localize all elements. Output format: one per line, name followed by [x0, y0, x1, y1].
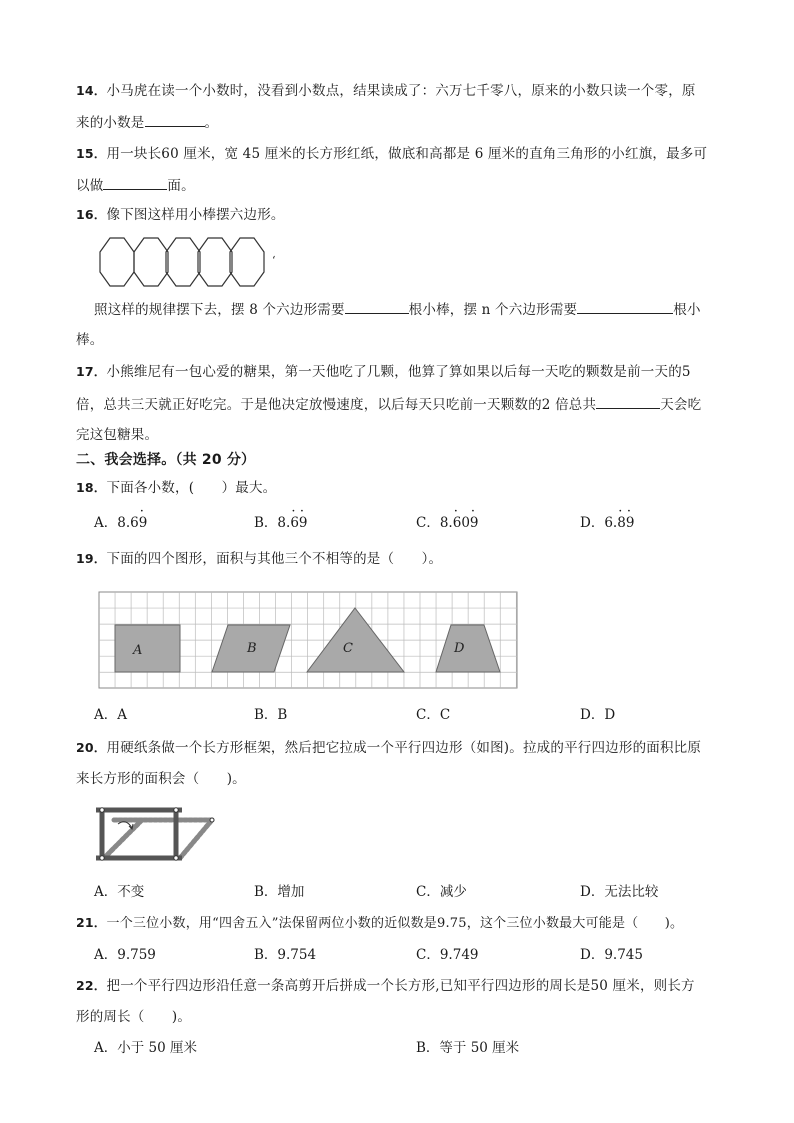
- question-15-line-2: [76, 175, 195, 196]
- question-14-line-1: [76, 81, 696, 101]
- option-a[interactable]: A．A: [94, 707, 127, 723]
- answer-blank[interactable]: [596, 394, 660, 409]
- hexagon: [166, 238, 200, 286]
- question-text: 下面各小数，( ）最大。: [106, 480, 277, 496]
- frame-figure: [92, 802, 222, 864]
- option-b[interactable]: B．增加: [254, 884, 305, 900]
- shape-grid-figure: [98, 591, 520, 689]
- option-d[interactable]: D．D: [580, 707, 616, 723]
- question-number: 19．: [76, 551, 107, 566]
- repeating-dot-digit: · 9: [626, 513, 635, 533]
- option-b[interactable]: B．8.· 6· 9: [254, 513, 308, 533]
- shape-label: D: [454, 641, 465, 656]
- repeating-dot-digit: · 9: [470, 513, 479, 533]
- question-17-line-3: 完这包糖果。: [76, 427, 159, 443]
- hexagon: [100, 238, 134, 286]
- answer-blank[interactable]: [145, 112, 205, 127]
- stray-mark: ‘: [272, 254, 276, 267]
- question-text: 天会吃: [660, 397, 702, 413]
- question-number: 16．: [76, 207, 107, 222]
- repeating-dot-digit: · 9: [139, 513, 148, 533]
- question-text: 下面的四个图形，面积与其他三个不相等的是（ ）。: [106, 551, 443, 567]
- option-d[interactable]: D．6.· 8· 9: [580, 513, 634, 533]
- question-text: 像下图这样用小棒摆六边形。: [106, 207, 285, 223]
- question-text: 把一个平行四边形沿任意一条高剪开后拼成一个长方形,已知平行四边形的周长是50 厘米，则长方: [106, 978, 695, 994]
- question-text: 用硬纸条做一个长方形框架，然后把它拉成一个平行四边形（如图)。拉成的平行四边形的面积比原: [106, 740, 702, 756]
- hexagon: [198, 238, 232, 286]
- repeating-dot-digit: · 8: [617, 513, 626, 533]
- hexagon: [230, 238, 264, 286]
- option-d[interactable]: D．无法比较: [580, 884, 659, 900]
- option-c[interactable]: C．C: [416, 707, 451, 723]
- question-14-line-2: [76, 112, 218, 133]
- hexagon: [134, 238, 168, 286]
- option-a[interactable]: A．不变: [94, 884, 145, 900]
- question-text: 小马虎在读一个小数时，没看到小数点，结果读成了：六万七千零八，原来的小数只读一个零，原: [106, 83, 696, 99]
- question-text: 用一块长60 厘米，宽 45 厘米的长方形红纸，做底和高都是 6 厘米的直角三角形的小红旗，最多可: [106, 146, 708, 162]
- hexagon-stick-figure: [98, 236, 268, 288]
- repeating-dot-digit: · 6: [453, 513, 462, 533]
- question-text: 根小棒，摆 n 个六边形需要: [408, 302, 578, 318]
- question-text: 倍，总共三天就正好吃完。于是他决定放慢速度，以后每天只吃前一天颗数的2 倍总共: [76, 397, 597, 413]
- question-21: [76, 913, 683, 934]
- section-title: 二、我会选择。（共 20 分）: [76, 452, 256, 468]
- question-number: 21．: [76, 915, 107, 930]
- option-a[interactable]: A．小于 50 厘米: [94, 1040, 198, 1056]
- question-text: 根小: [673, 302, 701, 318]
- shape-label: C: [343, 641, 353, 656]
- option-b[interactable]: B．9.754: [254, 947, 317, 963]
- shape-label: A: [133, 643, 143, 658]
- answer-blank[interactable]: [103, 175, 167, 190]
- shape-label: B: [247, 641, 257, 656]
- option-a[interactable]: A．9.759: [94, 947, 156, 963]
- option-b[interactable]: B．等于 50 厘米: [416, 1040, 520, 1056]
- repeating-dot-digit: · 6: [290, 513, 299, 533]
- question-number: 15．: [76, 146, 107, 161]
- parallelogram-frame: [104, 820, 212, 858]
- question-text: 小熊维尼有一包心爱的糖果，第一天他吃了几颗，他算了算如果以后每一天吃的颗数是前一天的5: [106, 364, 691, 380]
- repeating-dot-digit: · 9: [299, 513, 308, 533]
- question-number: 22．: [76, 978, 107, 993]
- question-text: 来的小数是: [76, 115, 145, 131]
- question-16-line-3: 棒。: [76, 332, 104, 348]
- option-d[interactable]: D．9.745: [580, 947, 643, 963]
- option-b[interactable]: B．B: [254, 707, 288, 723]
- question-text: 。: [204, 115, 219, 131]
- question-16-line-1: [76, 205, 285, 225]
- option-c[interactable]: C．减少: [416, 884, 467, 900]
- question-number: 14．: [76, 83, 107, 98]
- answer-blank[interactable]: [577, 299, 673, 314]
- question-17-line-1: [76, 362, 691, 382]
- question-number: 17．: [76, 364, 107, 379]
- question-text: 照这样的规律摆下去，摆 8 个六边形需要: [94, 302, 345, 318]
- question-20-line-2: 来长方形的面积会（ )。: [76, 771, 246, 787]
- question-22-line-2: 形的周长（ )。: [76, 1009, 192, 1025]
- question-20-line-1: [76, 738, 701, 758]
- question-number: 18．: [76, 480, 107, 495]
- answer-blank[interactable]: [345, 299, 409, 314]
- question-text: 面。: [167, 178, 195, 194]
- question-16-line-2: [94, 299, 701, 320]
- question-22-line-1: [76, 976, 695, 996]
- shape-a-square: [115, 625, 180, 672]
- hexagon-chain: [100, 238, 264, 286]
- question-number: 20．: [76, 740, 107, 755]
- question-text: 一个三位小数，用“四舍五入”法保留两位小数的近似数是9.75，这个三位小数最大可能是（ )。: [106, 916, 684, 931]
- question-18: [76, 478, 276, 498]
- question-19: [76, 549, 442, 569]
- question-15-line-1: [76, 144, 707, 164]
- frame-joints: [100, 808, 214, 860]
- option-c[interactable]: C．9.749: [416, 947, 479, 963]
- option-a[interactable]: A．8.6· 9: [94, 513, 147, 533]
- question-17-line-2: [76, 394, 701, 415]
- option-c[interactable]: C．8.· 60· 9: [416, 513, 479, 533]
- question-text: 以做: [76, 178, 104, 194]
